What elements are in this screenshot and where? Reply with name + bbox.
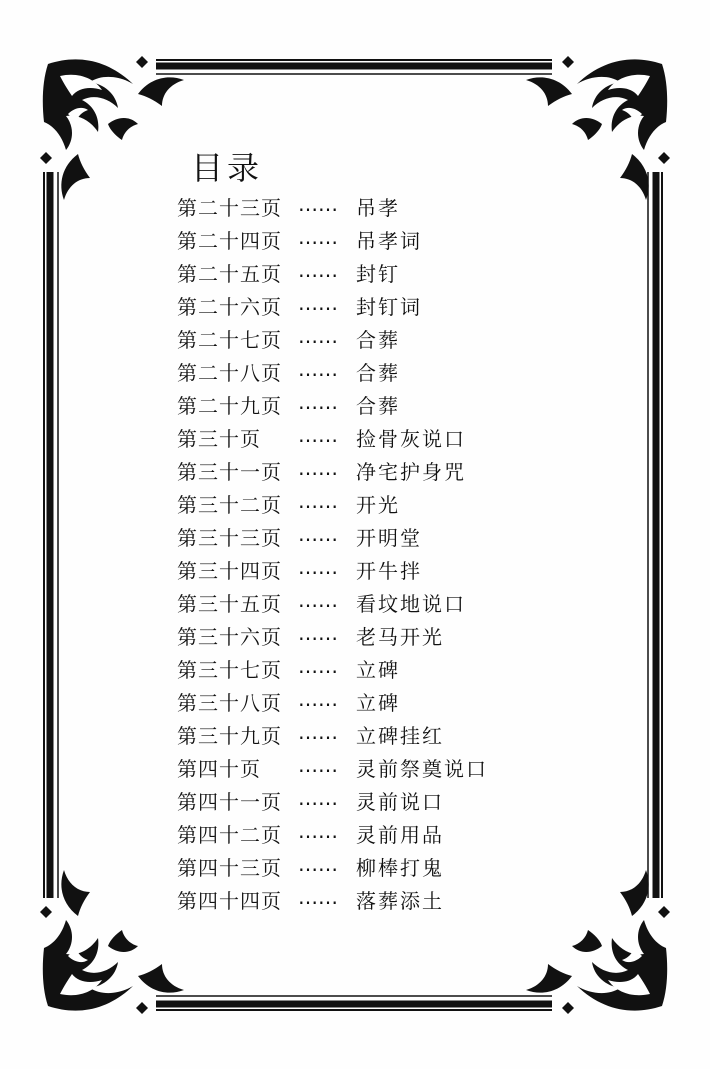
toc-entry-topic: 灵前用品 [356, 823, 444, 847]
toc-entry-leader: …… [298, 588, 338, 612]
toc-entry-leader: …… [298, 720, 338, 744]
toc-entry-page: 第三十页 [177, 427, 261, 451]
toc-entry [0, 852, 710, 885]
toc-entry-leader: …… [298, 687, 338, 711]
toc-entry [0, 225, 710, 258]
toc-entry [0, 654, 710, 687]
toc-entry-page: 第三十三页 [177, 526, 282, 550]
toc-entry-topic: 吊孝词 [356, 229, 422, 253]
toc-entry-page: 第四十三页 [177, 856, 282, 880]
toc-entry-leader: …… [298, 555, 338, 579]
toc-entry [0, 819, 710, 852]
toc-entry-topic: 封钉 [356, 262, 400, 286]
toc-entry-page: 第三十五页 [177, 592, 282, 616]
toc-entry-page: 第二十五页 [177, 262, 282, 286]
toc-entry-topic: 立碑 [356, 691, 400, 715]
toc-entry-topic: 柳棒打鬼 [356, 856, 444, 880]
toc-entry-page: 第二十七页 [177, 328, 282, 352]
toc-entry [0, 786, 710, 819]
toc-entry-leader: …… [298, 423, 338, 447]
toc-entry-leader: …… [298, 390, 338, 414]
toc-entry-page: 第三十四页 [177, 559, 282, 583]
toc-entry-leader: …… [298, 357, 338, 381]
toc-entry [0, 390, 710, 423]
toc-entry [0, 489, 710, 522]
toc-entry-topic: 吊孝 [356, 196, 400, 220]
toc-entry-leader: …… [298, 819, 338, 843]
toc-entry [0, 885, 710, 918]
toc-entry [0, 687, 710, 720]
toc-entry-page: 第二十四页 [177, 229, 282, 253]
toc-entry-topic: 立碑 [356, 658, 400, 682]
toc-entry-topic: 老马开光 [356, 625, 444, 649]
toc-title: 目录 [191, 149, 264, 187]
toc-entry-leader: …… [298, 258, 338, 282]
toc-entry-page: 第三十六页 [177, 625, 282, 649]
toc-entry-page: 第二十九页 [177, 394, 282, 418]
toc-entry-topic: 开明堂 [356, 526, 422, 550]
toc-entry-page: 第三十九页 [177, 724, 282, 748]
toc-entry-leader: …… [298, 852, 338, 876]
toc-entry-leader: …… [298, 225, 338, 249]
toc-entry-topic: 封钉词 [356, 295, 422, 319]
toc-entry [0, 588, 710, 621]
toc-entry [0, 720, 710, 753]
toc-entry-topic: 净宅护身咒 [356, 460, 466, 484]
toc-entry-topic: 合葬 [356, 361, 400, 385]
toc-entry-topic: 开牛拌 [356, 559, 422, 583]
toc-entry-topic: 合葬 [356, 394, 400, 418]
toc-entry-topic: 立碑挂红 [356, 724, 444, 748]
toc-entry-page: 第四十二页 [177, 823, 282, 847]
toc-entry-page: 第二十八页 [177, 361, 282, 385]
toc-entry [0, 324, 710, 357]
toc-entry [0, 423, 710, 456]
toc-entry [0, 555, 710, 588]
toc-entry-leader: …… [298, 786, 338, 810]
toc-entry-page: 第三十七页 [177, 658, 282, 682]
toc-entry-leader: …… [298, 192, 338, 216]
toc-entry-topic: 灵前说口 [356, 790, 444, 814]
toc-entry-leader: …… [298, 621, 338, 645]
toc-entry-page: 第二十六页 [177, 295, 282, 319]
toc-entry-page: 第四十页 [177, 757, 261, 781]
toc-entry-leader: …… [298, 522, 338, 546]
toc-entry-page: 第三十一页 [177, 460, 282, 484]
toc-entry-page: 第二十三页 [177, 196, 282, 220]
toc-entry-topic: 灵前祭奠说口 [356, 757, 488, 781]
toc-entry-page: 第三十八页 [177, 691, 282, 715]
toc-entry [0, 291, 710, 324]
toc-entry [0, 753, 710, 786]
toc-entry-topic: 开光 [356, 493, 400, 517]
toc-entry-leader: …… [298, 291, 338, 315]
toc-entry [0, 522, 710, 555]
toc-entry-topic: 落葬添土 [356, 889, 444, 913]
toc-entry-page: 第三十二页 [177, 493, 282, 517]
toc-entry-topic: 捡骨灰说口 [356, 427, 466, 451]
toc-entry-leader: …… [298, 753, 338, 777]
toc-entry-leader: …… [298, 489, 338, 513]
toc-entry [0, 621, 710, 654]
toc-entry-leader: …… [298, 654, 338, 678]
toc-entry-leader: …… [298, 885, 338, 909]
toc-entry-page: 第四十四页 [177, 889, 282, 913]
toc-entry-leader: …… [298, 324, 338, 348]
toc-entry-topic: 看坟地说口 [356, 592, 466, 616]
toc-entry [0, 456, 710, 489]
toc-entry [0, 258, 710, 291]
toc-entry-leader: …… [298, 456, 338, 480]
toc-entry [0, 192, 710, 225]
toc-entry-page: 第四十一页 [177, 790, 282, 814]
toc-entry [0, 357, 710, 390]
toc-entry-topic: 合葬 [356, 328, 400, 352]
